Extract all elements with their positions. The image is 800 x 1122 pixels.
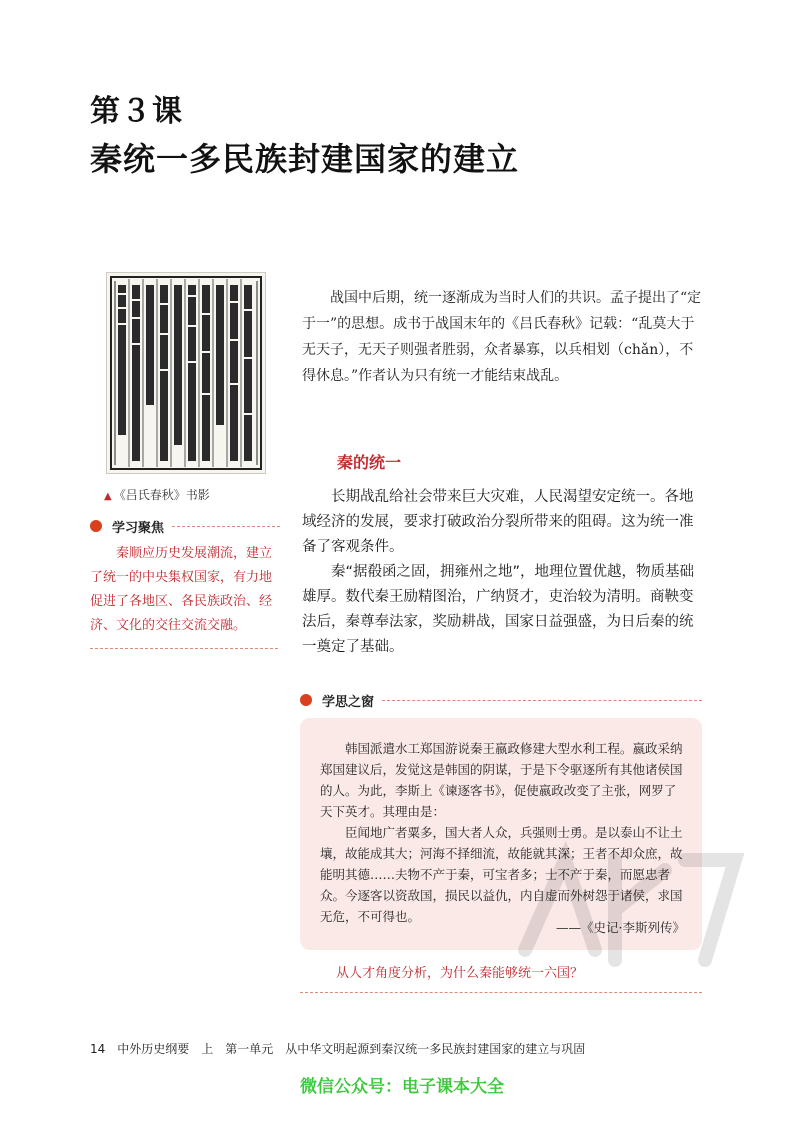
focus-heading-row — [90, 516, 280, 536]
watermark-logo-icon — [505, 800, 755, 1000]
dashed-divider — [172, 526, 280, 527]
lesson-title: 秦统一多民族封建国家的建立 — [90, 140, 520, 178]
section-body — [302, 485, 702, 660]
bullet-dot-icon — [90, 520, 102, 532]
page-footer — [90, 1040, 597, 1057]
dashed-divider — [382, 700, 702, 701]
section-title: 秦的统一 — [337, 453, 402, 472]
window-heading-row — [300, 690, 702, 710]
bullet-dot-icon — [300, 694, 312, 706]
focus-text: 秦顺应历史发展潮流，建立了统一的中央集权国家，有力地促进了各地区、各民族政治、经济、文化的交往交流交融。 — [90, 546, 273, 633]
intro-block — [302, 285, 702, 389]
lesson-number: 第３课 — [90, 94, 183, 129]
unit-name: 第一单元 从中华文明起源到秦汉统一多民族封建国家的建立与巩固 — [225, 1042, 586, 1056]
focus-heading: 学习聚焦 — [112, 520, 165, 536]
section-paragraph-1: 长期战乱给社会带来巨大灾难，人民渴望安定统一。各地域经济的发展，要求打破政治分裂所带来的阻碍。这为统一准备了客观条件。 — [302, 489, 694, 555]
window-heading: 学思之窗 — [322, 694, 375, 710]
caption-text: 《吕氏春秋》书影 — [113, 488, 210, 502]
window-question: 从人才角度分析，为什么秦能够统一六国？ — [336, 966, 584, 981]
book-scan-image — [106, 272, 266, 474]
section-paragraph-2: 秦“据殽函之固，拥雍州之地”，地理位置优越，物质基础雄厚。数代秦王励精图治，广纳贤才，吏治较为清明。商鞅变法后，秦尊奉法家，奖励耕战，国家日益强盛，为日后秦的统一奠定了基础。 — [302, 564, 695, 655]
window-source: ——《史记·李斯列传》 — [556, 920, 685, 935]
intro-paragraph: 战国中后期，统一逐渐成为当时人们的共识。孟子提出了“定于一”的思想。成书于战国末年的《吕氏春秋》记载：“乱莫大于无天子，无天子则强者胜弱，众者暴寡，以兵相划（chǎn），不得休息。”作者认为只有统一才能结束战乱。 — [302, 290, 702, 384]
caption-triangle-icon: ▲ — [104, 491, 112, 502]
focus-bottom-divider — [90, 648, 278, 649]
book-name: 中外历史纲要 上 — [117, 1042, 214, 1056]
window-paragraph-1: 韩国派遣水工郑国游说秦王嬴政修建大型水利工程。嬴政采纳郑国建议后，发觉这是韩国的阴谋，于是下令驱逐所有其他诸侯国的人。为此，李斯上《谏逐客书》，促使嬴政改变了主张，网罗了天下英才。其理由是： — [320, 741, 683, 819]
page-number: 14 — [90, 1042, 106, 1056]
focus-box — [90, 542, 278, 638]
book-image-caption — [104, 486, 210, 503]
watermark-text: 微信公众号：电子课本大全 — [300, 1077, 504, 1097]
window-paragraph-2: 臣闻地广者粟多，国大者人众，兵强则士勇。是以泰山不让土壤，故能成其大；河海不择细流，故能就其深；王者不却众庶，故能明其德……夫物不产于秦，可宝者多；士不产于秦，而愿忠者众。今逐客以资敌国，损民以益仇，内自虚而外树怨于诸侯，求国无危，不可得也。 — [320, 825, 683, 924]
book-scan-graphic — [107, 273, 265, 473]
